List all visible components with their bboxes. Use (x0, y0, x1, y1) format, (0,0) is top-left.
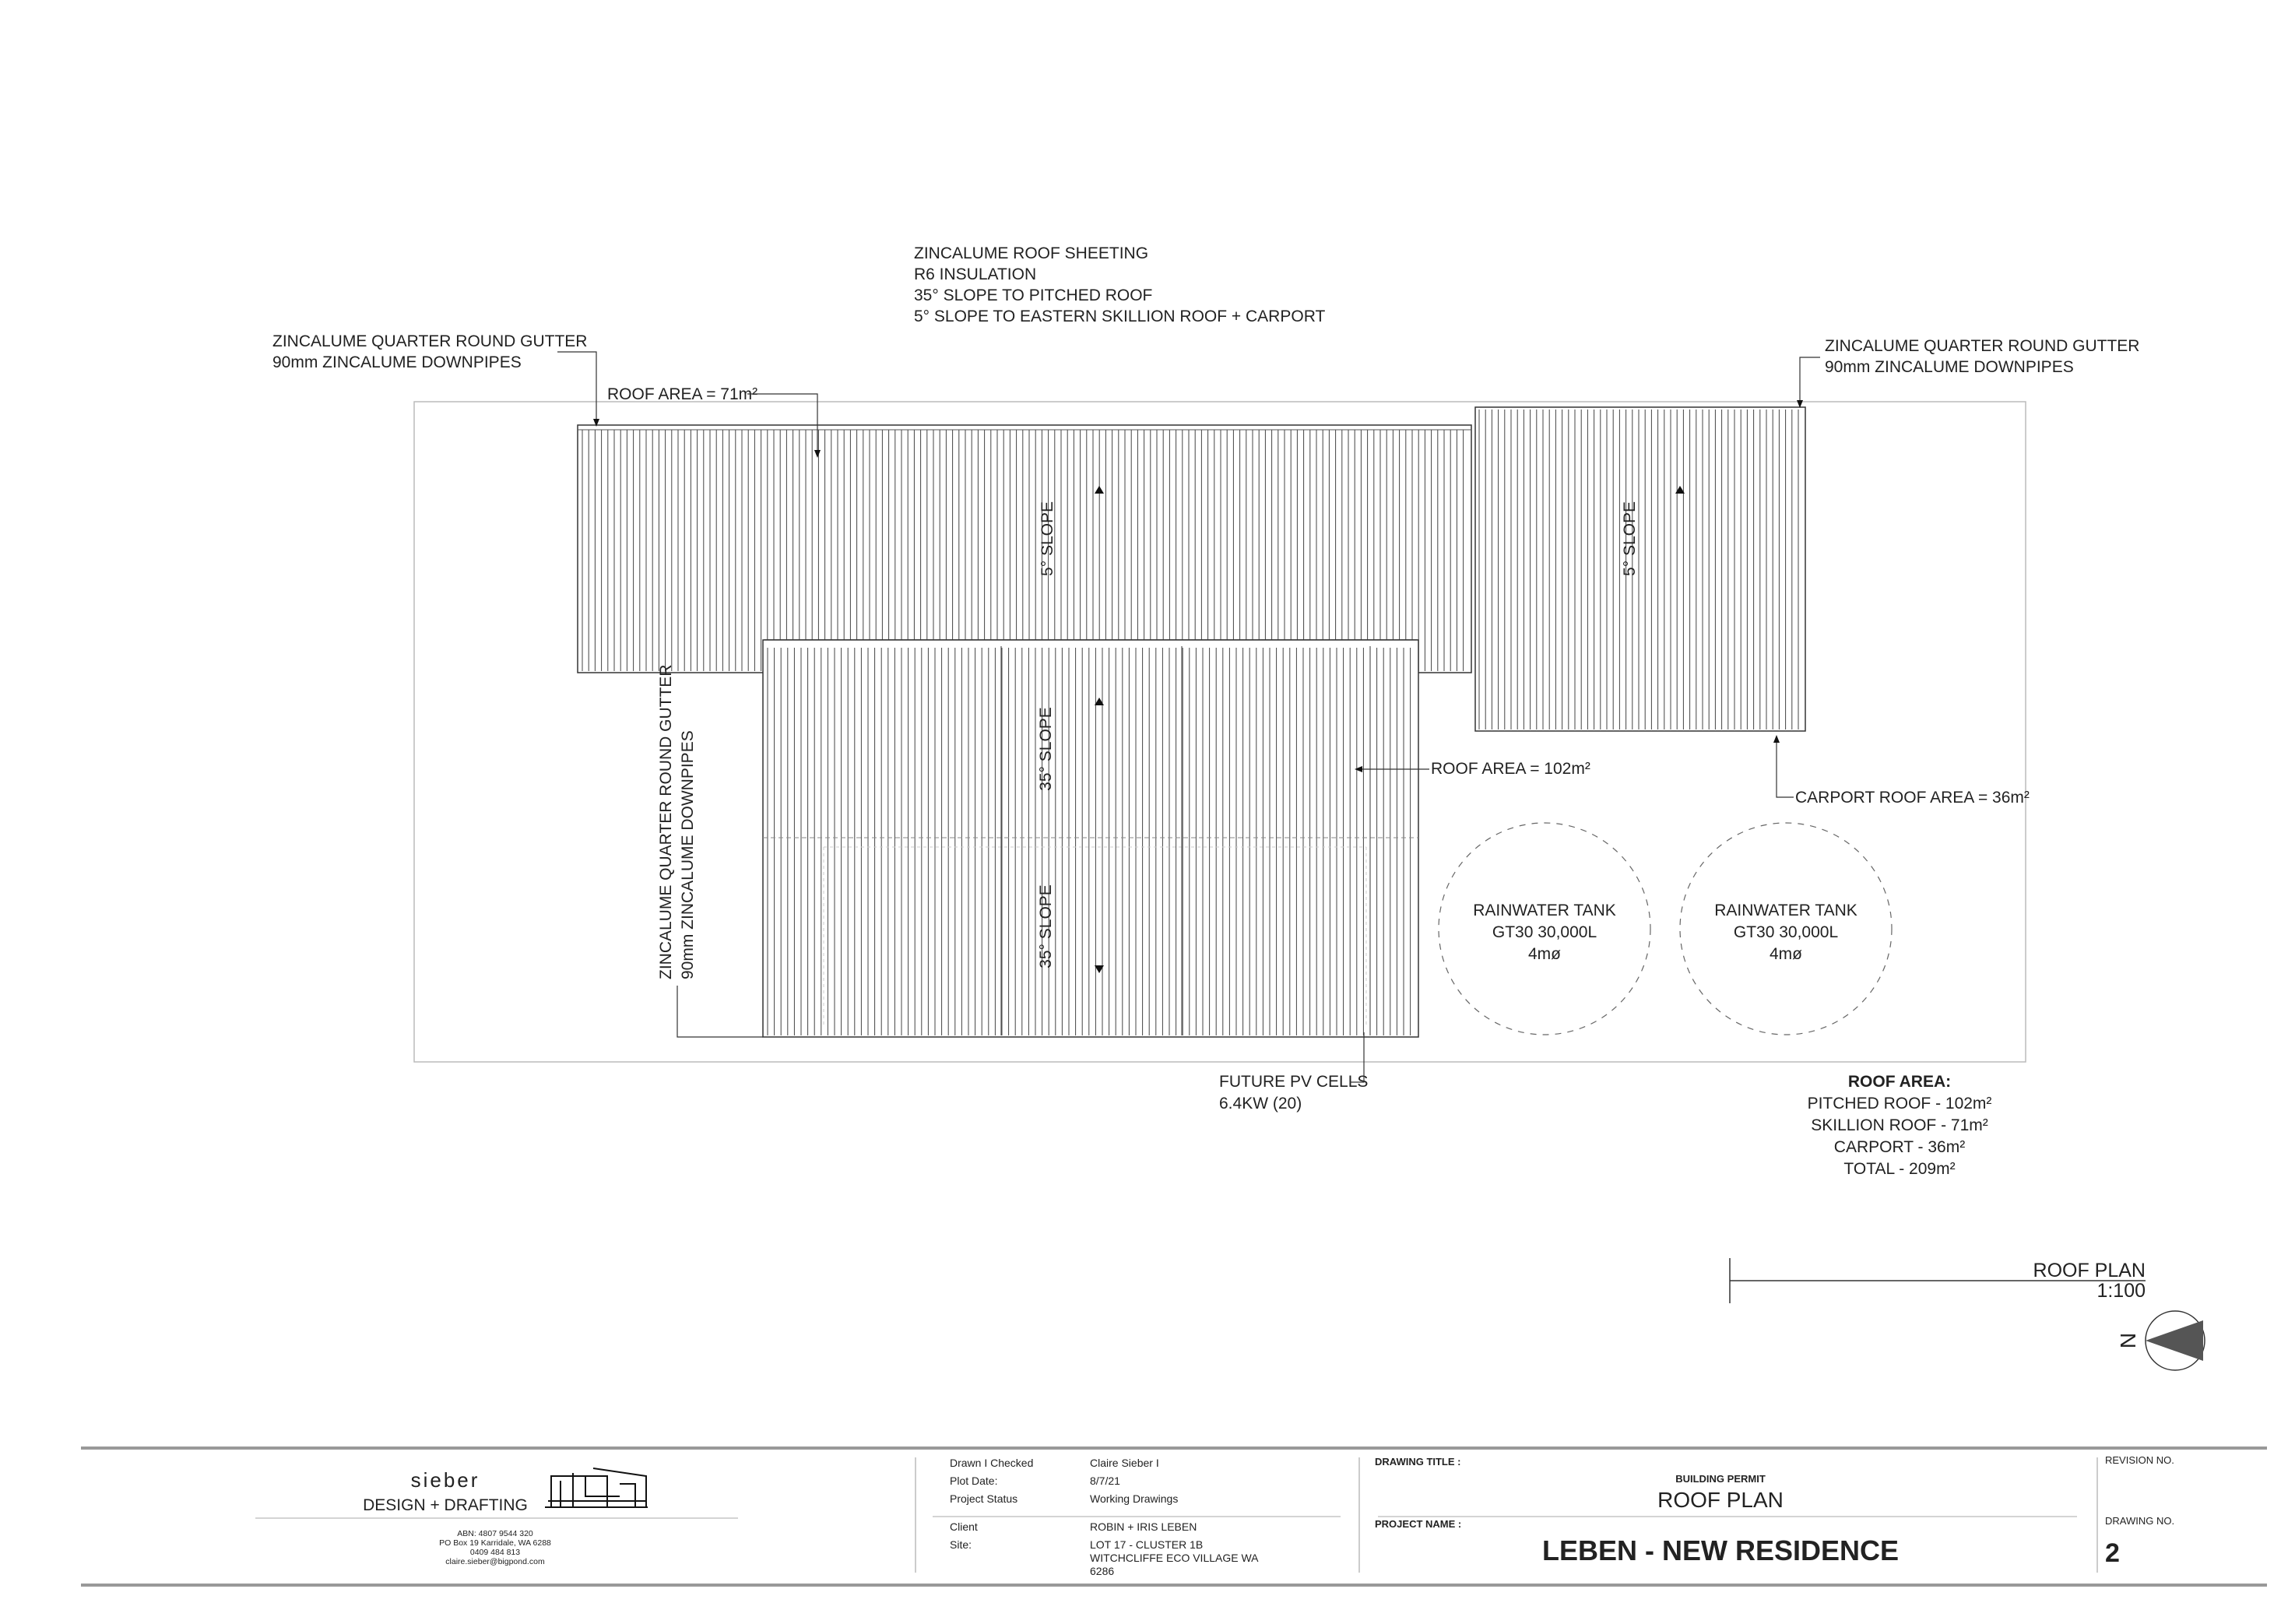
slope-label-skillion-carport: 5° SLOPE (1621, 501, 1639, 576)
revision-block (2105, 1454, 2174, 1568)
future-pv-note (1219, 1032, 1368, 1113)
svg-text:R6 INSULATION: R6 INSULATION (914, 265, 1037, 283)
svg-text:1:100: 1:100 (2096, 1280, 2146, 1302)
svg-text:Site:: Site: (950, 1538, 972, 1551)
svg-text:claire.sieber@bigpond.com: claire.sieber@bigpond.com (445, 1557, 545, 1566)
svg-text:90mm ZINCALUME DOWNPIPES: 90mm ZINCALUME DOWNPIPES (272, 353, 522, 371)
svg-text:ROOF AREA:: ROOF AREA: (1847, 1073, 1952, 1091)
svg-text:ZINCALUME QUARTER ROUND GUTTER: ZINCALUME QUARTER ROUND GUTTER (657, 664, 675, 979)
svg-text:WITCHCLIFFE ECO VILLAGE WA: WITCHCLIFFE ECO VILLAGE WA (1090, 1552, 1259, 1564)
svg-text:Plot Date:: Plot Date: (950, 1475, 998, 1487)
svg-text:4mø: 4mø (1770, 945, 1802, 963)
svg-text:5° SLOPE TO EASTERN SKILLION R: 5° SLOPE TO EASTERN SKILLION ROOF + CARPORT (914, 308, 1326, 325)
svg-text:FUTURE PV CELLS: FUTURE PV CELLS (1219, 1073, 1369, 1091)
company-contact (439, 1529, 551, 1566)
svg-text:6.4KW (20): 6.4KW (20) (1219, 1095, 1302, 1113)
drawing-scale-label (1730, 1258, 2146, 1303)
svg-text:90mm ZINCALUME DOWNPIPES: 90mm ZINCALUME DOWNPIPES (679, 730, 697, 979)
slope-label-skillion-west: 5° SLOPE (1039, 501, 1056, 576)
svg-text:0409 484 813: 0409 484 813 (469, 1548, 521, 1557)
svg-text:DRAWING NO.: DRAWING NO. (2105, 1515, 2175, 1527)
svg-text:PROJECT NAME :: PROJECT NAME : (1375, 1518, 1462, 1530)
company-logo (363, 1468, 648, 1514)
house-sketch-icon (545, 1468, 648, 1507)
slope-label-pitched-north: 35° SLOPE (1037, 707, 1055, 791)
gutter-note-east (1797, 337, 2139, 408)
svg-text:ZINCALUME QUARTER ROUND GUTTER: ZINCALUME QUARTER ROUND GUTTER (1825, 337, 2140, 355)
svg-text:PO Box 19 Karridale, WA 6288: PO Box 19 Karridale, WA 6288 (439, 1538, 551, 1548)
svg-text:ROBIN + IRIS LEBEN: ROBIN + IRIS LEBEN (1090, 1520, 1197, 1533)
north-arrow-icon (2116, 1311, 2205, 1370)
carport-area-note (1773, 735, 2030, 807)
svg-text:Claire Sieber I: Claire Sieber I (1090, 1457, 1159, 1469)
rainwater-tank-2 (1680, 823, 1892, 1035)
pitched-roof (763, 640, 1418, 1037)
svg-text:SKILLION ROOF - 71m²: SKILLION ROOF - 71m² (1811, 1116, 1988, 1134)
roof-area-summary (1808, 1073, 1992, 1178)
svg-text:ABN: 4807 9544 320: ABN: 4807 9544 320 (457, 1529, 533, 1538)
svg-text:DRAWING TITLE :: DRAWING TITLE : (1375, 1456, 1461, 1468)
roof-spec-note (914, 244, 1325, 325)
skillion-roof-west (578, 425, 1471, 673)
svg-text:4mø: 4mø (1528, 945, 1561, 963)
svg-text:8/7/21: 8/7/21 (1090, 1475, 1120, 1487)
svg-text:TOTAL - 209m²: TOTAL - 209m² (1843, 1160, 1956, 1178)
svg-text:CARPORT ROOF AREA = 36m²: CARPORT ROOF AREA = 36m² (1795, 789, 2030, 807)
svg-text:PITCHED ROOF - 102m²: PITCHED ROOF - 102m² (1807, 1095, 1992, 1113)
north-label: N (2116, 1332, 2140, 1349)
svg-text:35° SLOPE TO PITCHED ROOF: 35° SLOPE TO PITCHED ROOF (914, 286, 1153, 304)
svg-text:LEBEN - NEW RESIDENCE: LEBEN - NEW RESIDENCE (1541, 1534, 1900, 1566)
svg-text:RAINWATER TANK: RAINWATER TANK (1473, 902, 1616, 919)
svg-text:Working Drawings: Working Drawings (1090, 1492, 1179, 1505)
svg-text:ROOF AREA = 102m²: ROOF AREA = 102m² (1431, 760, 1590, 778)
svg-text:BUILDING PERMIT: BUILDING PERMIT (1675, 1473, 1766, 1485)
svg-text:LOT 17 - CLUSTER 1B: LOT 17 - CLUSTER 1B (1090, 1538, 1204, 1551)
svg-text:ZINCALUME ROOF SHEETING: ZINCALUME ROOF SHEETING (914, 244, 1149, 262)
svg-text:Client: Client (950, 1520, 978, 1533)
svg-text:ROOF PLAN: ROOF PLAN (2033, 1260, 2146, 1281)
svg-text:Drawn I Checked: Drawn I Checked (950, 1457, 1034, 1469)
svg-text:RAINWATER TANK: RAINWATER TANK (1714, 902, 1857, 919)
svg-text:ZINCALUME QUARTER ROUND GUTTER: ZINCALUME QUARTER ROUND GUTTER (272, 332, 588, 350)
rainwater-tank-1 (1439, 823, 1650, 1035)
svg-text:CARPORT - 36m²: CARPORT - 36m² (1833, 1138, 1966, 1156)
svg-text:REVISION NO.: REVISION NO. (2105, 1454, 2174, 1466)
title-block (81, 1448, 2267, 1585)
svg-text:ROOF AREA = 71m²: ROOF AREA = 71m² (607, 385, 758, 403)
drawing-title-block (1375, 1456, 1899, 1566)
svg-text:ROOF PLAN: ROOF PLAN (1657, 1488, 1784, 1512)
svg-text:90mm ZINCALUME DOWNPIPES: 90mm ZINCALUME DOWNPIPES (1825, 358, 2074, 376)
svg-text:2: 2 (2105, 1538, 2120, 1568)
logo-tagline: DESIGN + DRAFTING (363, 1496, 528, 1514)
svg-text:GT30 30,000L: GT30 30,000L (1492, 923, 1597, 941)
carport-roof (1475, 407, 1805, 731)
logo-brand: sieber (410, 1468, 480, 1492)
svg-text:Project Status: Project Status (950, 1492, 1018, 1505)
svg-text:6286: 6286 (1090, 1565, 1115, 1577)
gutter-note-west (272, 332, 599, 427)
gutter-note-vertical (657, 665, 763, 1037)
slope-label-pitched-south: 35° SLOPE (1037, 884, 1055, 968)
svg-text:GT30 30,000L: GT30 30,000L (1733, 923, 1839, 941)
